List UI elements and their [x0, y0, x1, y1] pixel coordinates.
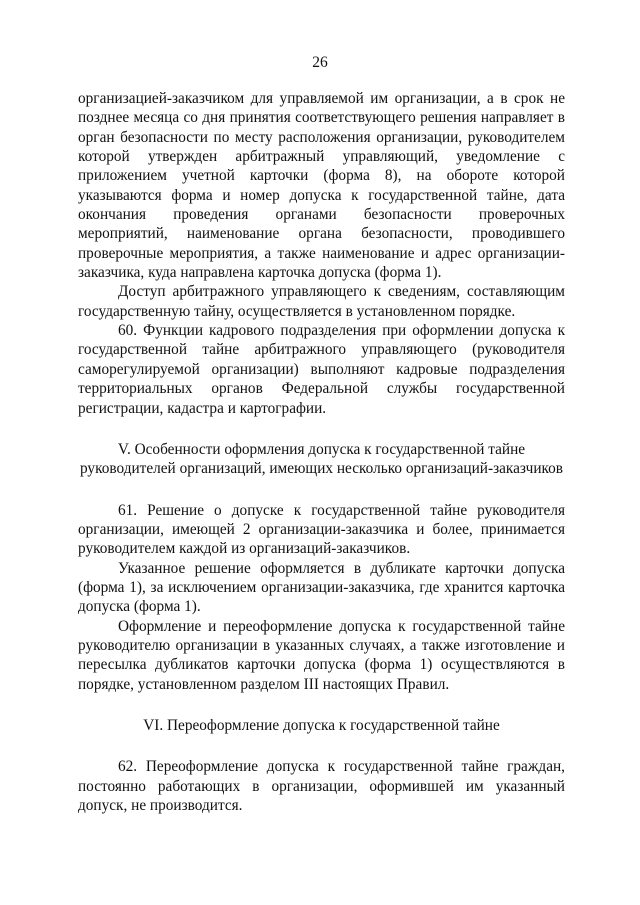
paragraph-60: 60. Функции кадрового подразделения при оформлении допуска к государственной тайне арбитражного управляющего (руководителя саморегулируемой организации) выполняют кадровые подразделения территориальных органов Федеральной службы государственной регистрации, кадастра и картографии.: [78, 322, 565, 417]
paragraph-62: 62. Переоформление допуска к государственной тайне граждан, постоянно работающих в организации, оформившей им указанный допуск, не производится.: [78, 758, 565, 814]
paragraph-duplicate-card: Указанное решение оформляется в дубликате карточки допуска (форма 1), за исключением организации-заказчика, где хранится карточка допуска (форма 1).: [78, 559, 565, 616]
paragraph-61: 61. Решение о допуске к государственной тайне руководителя организации, имеющей 2 организации-заказчика и более, принимается руководителем каждой из организаций-заказчиков.: [78, 501, 565, 558]
paragraph-reissue: Оформление и переоформление допуска к государственной тайне руководителю организации в указанных случаях, а также изготовление и пересылка дубликатов карточки допуска (форма 1) осуществляются в порядке, установленном разделом III настоящих Правил.: [78, 617, 565, 693]
section-v-heading-line2: руководителей организаций, имеющих несколько организаций-заказчиков: [79, 460, 564, 478]
page-number: 26: [312, 54, 328, 71]
paragraph-continuation: организацией-заказчиком для управляемой им организации, а в срок не позднее месяца со дня принятия соответствующего решения направляет в орган безопасности по месту расположения организации, руководителем которой утвержден арбитражный управляющий, уведомление с приложением учетной карточки (форма 8), на обороте которой указываются форма и номер допуска к государственной тайне, дата окончания проведения органами безопасности проверочных мероприятий, наименование органа безопасности, проводившего проверочные мероприятия, а также наименование и адрес организации-заказчика, куда направлена карточка допуска (форма 1).: [78, 90, 565, 282]
section-vi-heading: VI. Переоформление допуска к государственной тайне: [143, 716, 500, 734]
document-body: [78, 89, 565, 815]
section-v-heading-line1: V. Особенности оформления допуска к государственной тайне: [117, 440, 526, 458]
section-v-heading: [78, 440, 565, 479]
paragraph-access: Доступ арбитражного управляющего к сведениям, составляющим государственную тайну, осуществляется в установленном порядке.: [78, 283, 565, 320]
